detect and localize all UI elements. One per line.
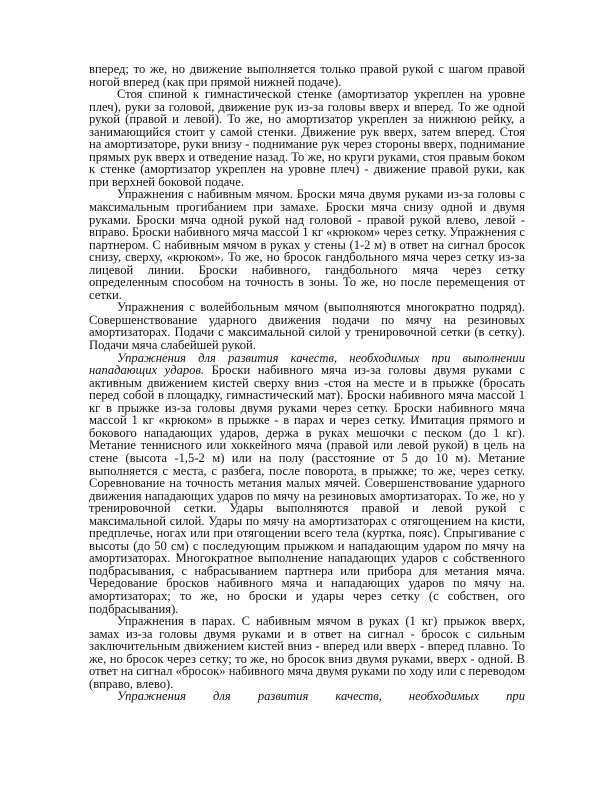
paragraph-5-lead: Упражнения для развития качеств, необходимых при выполнении нападающих ударов. (89, 350, 525, 378)
paragraph-5-text: Броски набивного мяча из-за головы двумя руками с активным движением кистей сверху вниз -стоя на месте и в прыжке (бросать перед собой в площадку, гимнастический мат). Броски набивного мяча массой 1 кг в прыжке из-за головы двумя руками через сетку. Броски набивного мяча массой 1 кг «крюком» в прыжке - в парах и через сетку. Имитация прямого и бокового нападающих ударов, держа в руках мешочки с песком (до 1 кг). Метание теннисного или хоккейного мяча (правой или левой рукой) в цель на стене (высота -1,5-2 м) или на полу (расстояние от 5 до 10 м). Метание выполняется с места, с разбега, после поворота, в прыжке; то же, через сетку. Соревнование на точность метания малых мячей. Совершенствование ударного движения нападающих ударов по мячу на резиновых амортизаторах. То же, но у тренировочной сетки. Удары выполняются правой и левой рукой с максимальной силой. Удары по мячу на амортизаторах с отягощением на кисти, предплечье, ногах или при отягощении всего тела (куртка, пояс). Спрыгивание с высоты (до 50 см) с последующим прыжком и нападающим ударом по мячу на амортизаторах. Многократное выполнение нападающих ударов с собственного подбрасывания, с набрасыванием партнера или прибора для метания мяча. Чередование бросков набивного мяча и нападающих ударов по мячу на. амортизаторах; то же, но броски и удары через сетку (с собствен, ого подбрасывания). (89, 363, 525, 616)
paragraph-2-text: Стоя спиной к гимнастической стенке (амортизатор укреплен на уровне плеч), руки за головой, движение рук из-за головы вверх и вперед. То же одной рукой (правой и левой). То же, но амортизатор укреплен за нижнюю рейку, а занимающийся стоит у самой стенки. Движение рук вверх, затем вперед. Стоя на амортизаторе, руки внизу - поднимание рук через стороны вверх, поднимание прямых рук вверх и отведение назад. То же, но круги руками, стоя правым боком к стенке (амортизатор укреплен на уровне плеч) - движение правой руки, как при верхней боковой подаче. (89, 87, 525, 189)
paragraph-4 (89, 301, 525, 351)
paragraph-2 (89, 88, 525, 188)
document-page (89, 63, 525, 703)
paragraph-5 (89, 352, 525, 615)
paragraph-3-text: Упражнения с набивным мячом. Броски мяча двумя руками из-за головы с максимальным прогибанием при замахе. Броски мяча снизу одной и двумя руками. Броски мяча одной рукой над головой - правой рукой влево, левой - вправо. Броски набивного мяча массой 1 кг «крюком» через сетку. Упражнения с партнером. С набивным мячом в руках у стены (1-2 м) в ответ на сигнал бросок снизу, сверху, «крюком». То же, но бросок гандбольного мяча через сетку из-за лицевой линии. Броски набивного, гандбольного мяча через сетку определенным способом на точность в зоны. То же, но после перемещения от сетки. (89, 187, 525, 302)
paragraph-7 (89, 690, 525, 703)
paragraph-7-lead: Упражнения для развития качеств, необходимых при (117, 689, 525, 704)
paragraph-3 (89, 188, 525, 301)
paragraph-1 (89, 63, 525, 88)
paragraph-4-text: Упражнения с волейбольным мячом (выполняются многократно подряд). Совершенствование ударного движения подачи по мячу на резиновых амортизаторах. Подачи с максимальной силой у тренировочной сетки (в сетку). Подачи мяча слабейшей рукой. (89, 300, 525, 353)
paragraph-6-text: Упражнения в парах. С набивным мячом в руках (1 кг) прыжок вверх, замах из-за головы двумя руками и в ответ на сигнал - бросок с сильным заключительным движением кистей вниз - вперед или вверх - вперед плавно. То же, но бросок через сетку; то же, но бросок вниз двумя руками, вверх - одной. В ответ на сигнал «бросок» набивного мяча двумя руками по ходу или с переводом (вправо, влево). (89, 614, 525, 691)
paragraph-6 (89, 615, 525, 690)
paragraph-1-text: вперед; то же, но движение выполняется только правой рукой с шагом правой ногой вперед (как при прямой нижней подаче). (89, 62, 525, 89)
